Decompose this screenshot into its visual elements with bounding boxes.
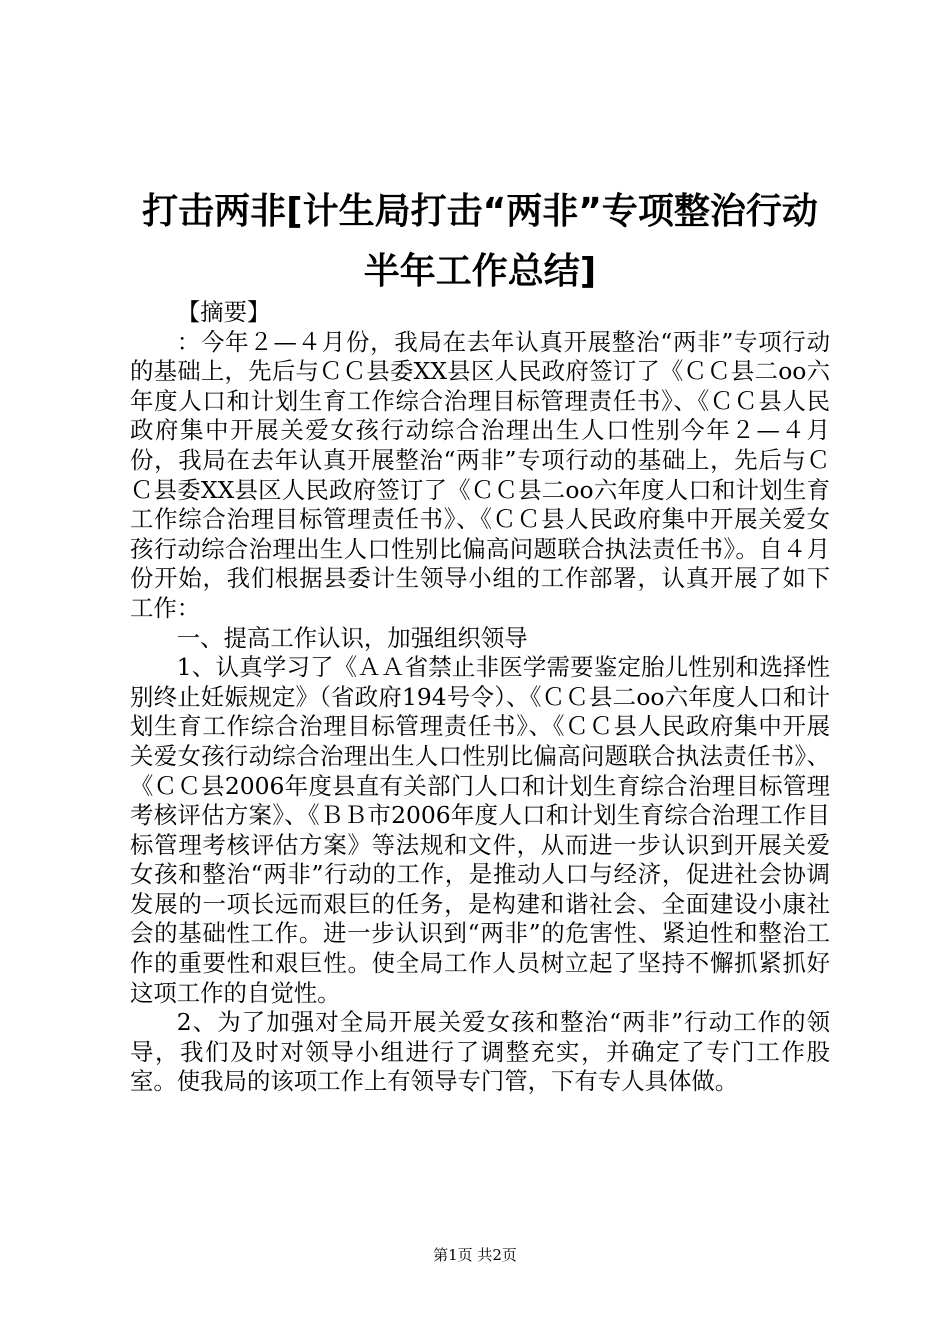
document-title-line-2: 半年工作总结] <box>363 251 597 292</box>
document-title-line-1: 打击两非[计生局打击“两非”专项整治行动 <box>142 191 818 232</box>
page-footer: 第1页 共2页 <box>433 1246 517 1264</box>
paragraph-2: 2、为了加强对全局开展关爱女孩和整治“两非”行动工作的领导，我们及时对领导小组进行了调整充实，并确定了专门工作股室。使我局的该项工作上有领导专门管，下有专人具体做。 <box>130 1008 830 1096</box>
abstract-label: 【摘要】 <box>176 298 271 326</box>
section-heading-1: 一、提高工作认识，加强组织领导 <box>176 623 528 652</box>
paragraph-abstract: ：今年２—４月份，我局在去年认真开展整治“两非”专项行动的基础上，先后与ＣＣ县委XX县区人民政府签订了《ＣＣ县二oo六年度人口和计划生育工作综合治理目标管理责任书》、《ＣＣ县人民政府集中开展关爱女孩行动综合治理出生人口性别今年２—４月份，我局在去年认真开展整治“两非”专项行动的基础上，先后与ＣＣ县委XX县区人民政府签订了《ＣＣ县二oo六年度人口和计划生育工作综合治理目标管理责任书》、《ＣＣ县人民政府集中开展关爱女孩行动综合治理出生人口性别比偏高问题联合执法责任书》。自４月份开始，我们根据县委计生领导小组的工作部署，认真开展了如下工作： <box>130 327 830 622</box>
paragraph-1: 1、认真学习了《ＡＡ省禁止非医学需要鉴定胎儿性别和选择性别终止妊娠规定》（省政府194号令）、《ＣＣ县二oo六年度人口和计划生育工作综合治理目标管理责任书》、《ＣＣ县人民政府集中开展关爱女孩行动综合治理出生人口性别比偏高问题联合执法责任书》、《ＣＣ县2006年度县直有关部门人口和计划生育综合治理目标管理考核评估方案》、《ＢＢ市2006年度人口和计划生育综合治理工作目标管理考核评估方案》等法规和文件，从而进一步认识到开展关爱女孩和整治“两非”行动的工作，是推动人口与经济，促进社会协调发展的一项长远而艰巨的任务，是构建和谐社会、全面建设小康社会的基础性工作。进一步认识到“两非”的危害性、紧迫性和整治工作的重要性和艰巨性。使全局工作人员树立起了坚持不懈抓紧抓好这项工作的自觉性。 <box>130 653 830 1007</box>
document-body <box>130 298 830 1097</box>
